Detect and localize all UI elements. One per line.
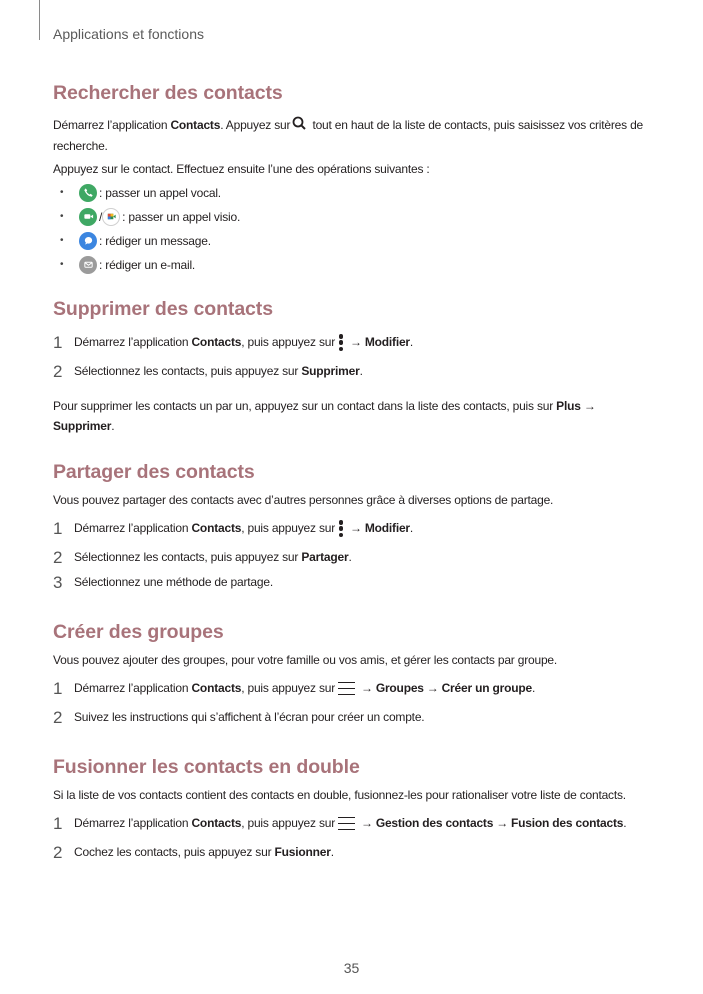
step-number: 1 (53, 519, 63, 538)
more-options-icon (338, 334, 344, 351)
step-number: 2 (53, 843, 63, 862)
video-call-icon (79, 208, 97, 226)
section-share (53, 461, 653, 595)
list-item (53, 205, 653, 229)
text: . (348, 550, 352, 564)
text: . (531, 681, 536, 695)
section-merge (53, 756, 653, 865)
step (53, 516, 653, 541)
text: . (409, 521, 414, 535)
app-name: Contacts (191, 816, 242, 830)
app-name: Contacts (191, 521, 242, 535)
button-name: Partager (301, 550, 349, 564)
menu-item-name: Fusion des contacts (511, 816, 624, 830)
section-delete (53, 298, 653, 436)
menu-item-name: Gestion des contacts (375, 816, 494, 830)
message-icon (79, 232, 97, 250)
steps-list (53, 516, 653, 595)
more-options-icon (338, 520, 344, 537)
app-name: Contacts (170, 118, 221, 132)
text: . Appuyez sur (220, 118, 291, 132)
list-item (53, 253, 653, 277)
menu-item-name: Modifier (364, 521, 410, 535)
chapter-title: Applications et fonctions (53, 26, 204, 42)
text: Sélectionnez une méthode de partage. (74, 575, 273, 589)
section-title: Rechercher des contacts (53, 82, 283, 104)
arrow: → (361, 681, 373, 695)
step (53, 811, 653, 836)
paragraph: Appuyez sur le contact. Effectuez ensuite l’une des opérations suivantes : (53, 161, 430, 176)
step (53, 359, 653, 384)
text: . (623, 816, 627, 830)
text: , puis appuyez sur (241, 816, 336, 830)
step (53, 570, 653, 595)
text: Démarrez l’application (74, 681, 189, 695)
step (53, 840, 653, 865)
section-title: Fusionner les contacts en double (53, 756, 360, 778)
step-number: 1 (53, 679, 63, 698)
app-name: Contacts (191, 335, 242, 349)
paragraph (53, 115, 653, 156)
steps-list (53, 330, 653, 384)
steps-list (53, 676, 653, 730)
step-number: 2 (53, 548, 63, 567)
note-paragraph (53, 396, 653, 436)
section-search (53, 82, 653, 277)
text: . (330, 845, 334, 859)
text: . (359, 364, 363, 378)
step-number: 2 (53, 362, 63, 381)
menu-icon (338, 682, 355, 696)
section-title: Créer des groupes (53, 621, 224, 643)
text: : passer un appel visio. (122, 209, 241, 224)
step-number: 1 (53, 333, 63, 352)
text: , puis appuyez sur (241, 335, 336, 349)
text: Sélectionnez les contacts, puis appuyez sur (74, 550, 299, 564)
paragraph: Vous pouvez partager des contacts avec d’autres personnes grâce à diverses options de partage. (53, 493, 554, 507)
paragraph: Si la liste de vos contacts contient des contacts en double, fusionnez-les pour rationaliser votre liste de contacts. (53, 788, 626, 802)
arrow: → (350, 521, 362, 535)
list-item (53, 229, 653, 253)
section-groups (53, 621, 653, 730)
text: Démarrez l’application (74, 521, 189, 535)
text: Démarrez l’application (74, 816, 189, 830)
step (53, 705, 653, 730)
text: Sélectionnez les contacts, puis appuyez sur (74, 364, 299, 378)
text: , puis appuyez sur (241, 681, 336, 695)
step (53, 676, 653, 701)
paragraph: Vous pouvez ajouter des groupes, pour votre famille ou vos amis, et gérer les contacts par groupe. (53, 653, 558, 667)
search-icon (292, 116, 306, 136)
menu-item-name: Plus (556, 399, 581, 413)
step-number: 2 (53, 708, 63, 727)
text: • : rédiger un message. (99, 233, 211, 248)
separator: • / (99, 209, 103, 224)
menu-icon (338, 817, 355, 831)
menu-item-name: Modifier (364, 335, 410, 349)
button-name: Supprimer (301, 364, 360, 378)
text: . (111, 419, 115, 433)
text: • : passer un appel vocal. (99, 185, 221, 200)
text: tout en haut de la liste de contacts, puis saisissez vos critères de recherche. (53, 118, 644, 153)
menu-item-name: Groupes (375, 681, 424, 695)
steps-list (53, 811, 653, 865)
arrow: → (580, 399, 596, 413)
arrow: → (426, 681, 439, 695)
step-number: 1 (53, 814, 63, 833)
menu-item-name: Supprimer (53, 419, 112, 433)
text: Suivez les instructions qui s’affichent à l’écran pour créer un compte. (74, 710, 425, 724)
text: Démarrez l’application (74, 335, 189, 349)
text: Cochez les contacts, puis appuyez sur (74, 845, 272, 859)
step (53, 330, 653, 355)
text: Démarrez l’application (53, 118, 171, 132)
step-number: 3 (53, 573, 63, 592)
step (53, 545, 653, 570)
email-icon (79, 256, 97, 274)
actions-list (53, 181, 653, 277)
arrow: → (496, 816, 509, 830)
text: Pour supprimer les contacts un par un, appuyez sur un contact dans la liste des contacts, puis sur (53, 399, 557, 413)
menu-item-name: Créer un groupe (441, 681, 532, 695)
text: . (409, 335, 414, 349)
list-item (53, 181, 653, 205)
section-title: Partager des contacts (53, 461, 255, 483)
section-title: Supprimer des contacts (53, 298, 273, 320)
phone-icon (79, 184, 97, 202)
text: • : rédiger un e-mail. (99, 257, 196, 272)
header-rule (39, 0, 40, 40)
button-name: Fusionner (274, 845, 331, 859)
app-name: Contacts (191, 681, 242, 695)
text: , puis appuyez sur (241, 521, 336, 535)
google-meet-icon (102, 208, 120, 226)
arrow: → (361, 816, 373, 830)
arrow: → (350, 335, 362, 349)
page-number: 35 (343, 960, 360, 976)
